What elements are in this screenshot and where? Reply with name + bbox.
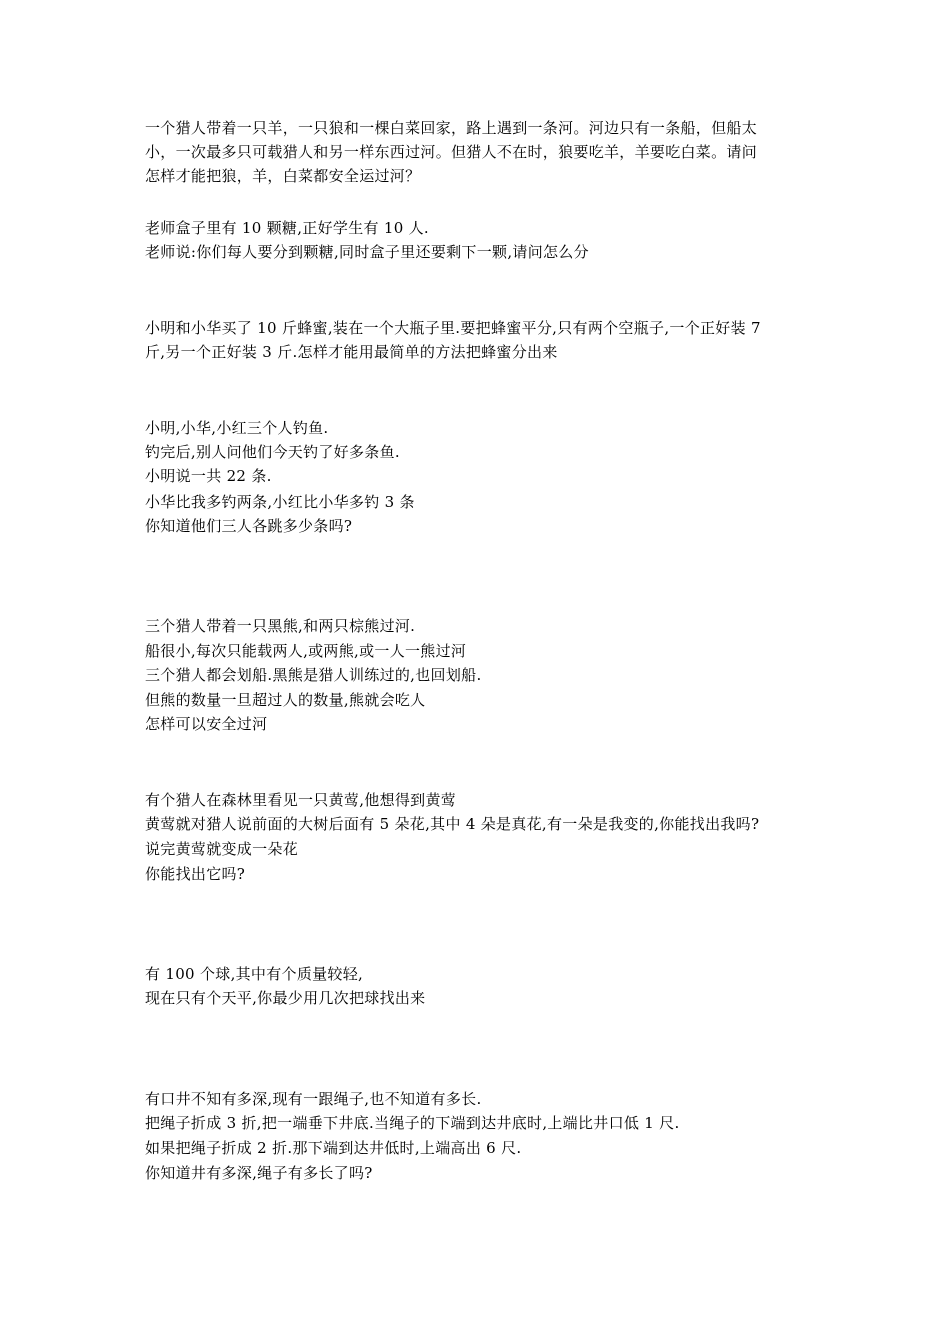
- puzzle-5-line-4: 但熊的数量一旦超过人的数量,熊就会吃人: [145, 691, 426, 709]
- puzzle-8-line-1: 有口井不知有多深,现有一跟绳子,也不知道有多长.: [145, 1090, 482, 1108]
- puzzle-6-line-2: 黄莺就对猎人说前面的大树后面有 5 朵花,其中 4 朵是真花,有一朵是我变的,你能找出我吗?: [145, 815, 760, 833]
- puzzle-6-line-1: 有个猎人在森林里看见一只黄莺,他想得到黄莺: [145, 791, 457, 809]
- puzzle-6-line-3: 说完黄莺就变成一朵花: [145, 840, 299, 858]
- puzzle-6-line-4: 你能找出它吗?: [145, 865, 246, 883]
- puzzle-5-line-5: 怎样可以安全过河: [145, 715, 268, 733]
- puzzle-1-line-3: 怎样才能把狼，羊，白菜都安全运过河？: [145, 167, 421, 185]
- puzzle-7-line-2: 现在只有个天平,你最少用几次把球找出来: [145, 989, 426, 1007]
- puzzle-5-line-2: 船很小,每次只能载两人,或两熊,或一人一熊过河: [145, 642, 467, 660]
- puzzle-8-line-2: 把绳子折成 3 折,把一端垂下井底.当绳子的下端到达井底时,上端比井口低 1 尺.: [145, 1114, 680, 1132]
- puzzle-2-line-2: 老师说:你们每人要分到颗糖,同时盒子里还要剩下一颗,请问怎么分: [145, 243, 589, 261]
- puzzle-4-line-3: 小明说一共 22 条.: [145, 467, 272, 485]
- puzzle-8-line-3: 如果把绳子折成 2 折.那下端到达井低时,上端高出 6 尺.: [145, 1139, 522, 1157]
- puzzle-7-line-1: 有 100 个球,其中有个质量较轻,: [145, 965, 364, 983]
- puzzle-2-line-1: 老师盒子里有 10 颗糖,正好学生有 10 人.: [145, 219, 429, 237]
- puzzle-8-line-4: 你知道井有多深,绳子有多长了吗?: [145, 1164, 373, 1182]
- puzzle-4-line-1: 小明,小华,小红三个人钓鱼.: [145, 419, 329, 437]
- puzzle-5-line-1: 三个猎人带着一只黑熊,和两只棕熊过河.: [145, 617, 416, 635]
- puzzle-3-line-1: 小明和小华买了 10 斤蜂蜜,装在一个大瓶子里.要把蜂蜜平分,只有两个空瓶子,一个正好装 7: [145, 319, 761, 337]
- puzzle-4-line-5: 你知道他们三人各跳多少条吗?: [145, 517, 353, 535]
- puzzle-1-line-1: 一个猎人带着一只羊，一只狼和一棵白菜回家，路上遇到一条河。河边只有一条船，但船太: [145, 119, 758, 137]
- puzzle-4-line-4: 小华比我多钓两条,小红比小华多钓 3 条: [145, 493, 415, 511]
- puzzle-4-line-2: 钓完后,别人问他们今天钓了好多条鱼.: [145, 443, 400, 461]
- puzzle-3-line-2: 斤,另一个正好装 3 斤.怎样才能用最简单的方法把蜂蜜分出来: [145, 343, 558, 361]
- puzzle-1-line-2: 小，一次最多只可载猎人和另一样东西过河。但猎人不在时，狼要吃羊，羊要吃白菜。请问: [145, 143, 758, 161]
- puzzle-5-line-3: 三个猎人都会划船.黑熊是猎人训练过的,也回划船.: [145, 666, 482, 684]
